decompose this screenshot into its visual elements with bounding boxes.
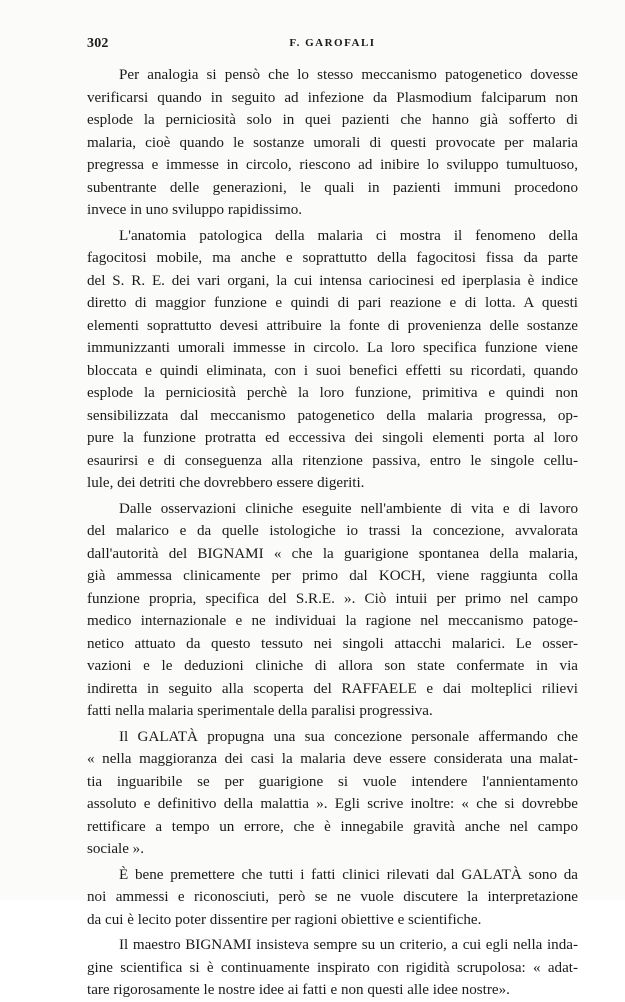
running-head-author: F. GAROFALI bbox=[289, 37, 376, 49]
text-line: immunizzanti umorali immesse in circolo. La loro specifica funzione viene bbox=[87, 340, 578, 356]
text-line: indiretta in seguito alla scoperta del RAFFAELE e dai molteplici rilievi bbox=[87, 680, 578, 697]
text-line: funzione propria, specifica del S.R.E. ». Ciò intuii per primo nel campo bbox=[87, 590, 578, 607]
paragraph bbox=[87, 864, 578, 932]
text-line: gine scientifica si è continuamente inspirato con rigidità scrupolosa: « adat- bbox=[87, 959, 578, 976]
text-line: vazioni e le deduzioni cliniche di allora son state confermate in via bbox=[87, 658, 578, 674]
paragraph bbox=[87, 934, 578, 1002]
text-line: pregressa e immesse in circolo, riescono ad inibire lo sviluppo tumultuoso, bbox=[87, 157, 578, 173]
text-line: del malarico e da quelle istologiche io trassi la concezione, avvalorata bbox=[87, 523, 578, 539]
text-line: esaurirsi e di conseguenza alla ritenzione passiva, entro le singole cellu- bbox=[87, 452, 578, 469]
text-line: fatti nella malaria sperimentale della paralisi progressiva. bbox=[87, 703, 433, 719]
text-line: già ammessa clinicamente per primo dal KOCH, viene raggiunta colla bbox=[87, 568, 578, 584]
page-header bbox=[87, 36, 578, 56]
text-line: L'anatomia patologica della malaria ci mostra il fenomeno della bbox=[119, 227, 578, 244]
text-line: tia inguaribile se per guarigione si vuole intendere l'annientamento bbox=[87, 773, 578, 790]
text-line: medico internazionale e ne individuai la ragione nel meccanismo patoge- bbox=[87, 613, 578, 629]
text-line: fagocitosi mobile, ma anche e soprattutto della fagocitosi fissa da parte bbox=[87, 250, 578, 266]
text-line: È bene premettere che tutti i fatti clinici rilevati dal GALATÀ sono da bbox=[119, 866, 578, 883]
text-line: Per analogia si pensò che lo stesso meccanismo patogenetico dovesse bbox=[119, 67, 578, 83]
text-line: netico attuato da questo tessuto nei singoli attacchi malarici. Le osser- bbox=[87, 635, 578, 652]
text-line: assoluto e definitivo della malattia ». Egli scrive inoltre: « che si dovrebbe bbox=[87, 796, 578, 812]
text-line: esplode la perniciosità perchè la loro funzione, primitiva e quindi non bbox=[87, 385, 578, 401]
paragraph bbox=[87, 726, 578, 861]
text-line: « nella maggioranza dei casi la malaria deve essere considerata una malat- bbox=[87, 751, 578, 767]
text-line: del S. R. E. dei vari organi, la cui intensa cariocinesi ed iperplasia è indice bbox=[87, 272, 578, 289]
text-line: pure la funzione protratta ed eccessiva dei singoli elementi porta al loro bbox=[87, 430, 578, 446]
text-line: Dalle osservazioni cliniche eseguite nell'ambiente di vita e di lavoro bbox=[119, 500, 578, 517]
text-line: diretto di maggior funzione e quindi di pari reazione e di lotta. A questi bbox=[87, 295, 578, 311]
text-line: Il GALATÀ propugna una sua concezione personale affermando che bbox=[119, 728, 578, 745]
text-line: sensibilizzata dal meccanismo patogenetico della malaria progressa, op- bbox=[87, 407, 578, 424]
text-line: esplode la perniciosità solo in quei pazienti che hanno già sofferto di bbox=[87, 112, 578, 128]
text-line: noi ammessi e riconosciuti, però se ne vuole discutere la interpretazione bbox=[87, 889, 578, 905]
paragraph bbox=[87, 225, 578, 495]
text-line: Il maestro BIGNAMI insisteva sempre su un criterio, a cui egli nella inda- bbox=[119, 937, 578, 953]
paragraph bbox=[87, 498, 578, 723]
text-line: invece in uno sviluppo rapidissimo. bbox=[87, 202, 303, 218]
page-number: 302 bbox=[87, 36, 109, 51]
text-line: subentrante delle generazioni, le quali in pazienti immuni procedono bbox=[87, 179, 578, 196]
text-line: da cui è lecito poter dissentire per ragioni obiettive e scientifiche. bbox=[87, 911, 482, 928]
text-line: lule, dei detriti che dovrebbero essere digeriti. bbox=[87, 475, 365, 491]
body-text bbox=[87, 64, 578, 1002]
text-line: malaria, cioè quando le sostanze umorali di questi provocate per malaria bbox=[87, 134, 578, 151]
paragraph bbox=[87, 64, 578, 222]
text-line: tare rigorosamente le nostre idee ai fatti e non questi alle idee nostre». bbox=[87, 982, 510, 998]
text-line: bloccata e quindi eliminata, con i suoi benefici effetti su ricordati, quando bbox=[87, 362, 578, 379]
text-line: rettificare a tempo un errore, che è innegabile gravità anche nel campo bbox=[87, 818, 578, 835]
text-line: elementi soprattutto devesi attribuire la fonte di provenienza delle sostanze bbox=[87, 317, 578, 334]
text-line: sociale ». bbox=[87, 841, 144, 857]
text-line: verificarsi quando in seguito ad infezione da Plasmodium falciparum non bbox=[87, 89, 578, 106]
text-line: dall'autorità del BIGNAMI « che la guarigione spontanea della malaria, bbox=[87, 545, 578, 562]
